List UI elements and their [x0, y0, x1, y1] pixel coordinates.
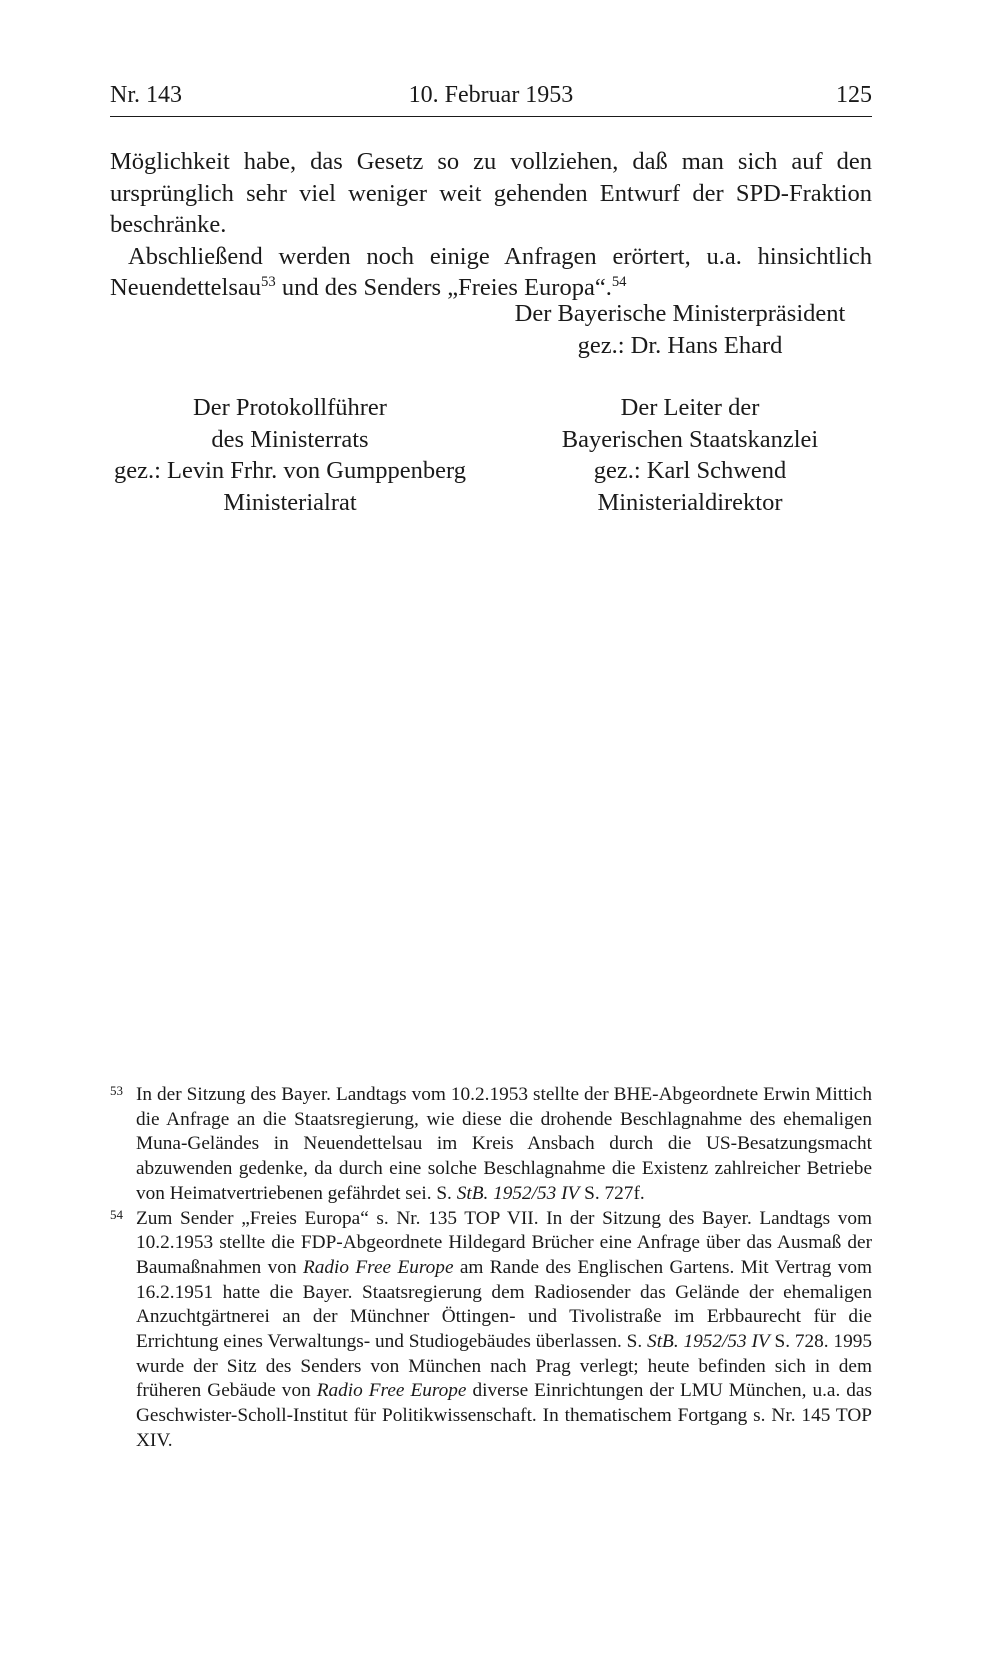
footnote-text: S. 728. 1995 wurde der Sitz des Senders von München nach Prag verlegt; heute befinden sich in dem früheren Gebäude von	[136, 1331, 872, 1402]
signature-line: des Ministerrats	[211, 425, 369, 453]
signature-line: Der Protokollführer	[193, 394, 387, 421]
signature-protocol-leader	[110, 392, 470, 518]
paragraph	[110, 241, 872, 304]
running-header	[110, 82, 872, 117]
signature-minister-president	[510, 298, 850, 361]
footnote-54	[110, 1207, 872, 1454]
signature-line: Bayerischen Staatskanzlei	[561, 425, 819, 453]
signature-line: Der Bayerische Ministerpräsident	[514, 300, 846, 327]
signature-line: Der Leiter der	[620, 394, 760, 421]
footnote-italic: Radio Free Europe	[302, 1256, 454, 1278]
footnote-italic: StB. 1952/53 IV	[456, 1182, 580, 1204]
paragraph-text: und des Senders „Freies Europa“.	[275, 274, 612, 301]
footnote-italic: Radio Free Europe	[316, 1380, 467, 1402]
signature-line: gez.: Karl Schwend	[593, 457, 787, 484]
body-text	[110, 146, 872, 304]
footnote-text: diverse Einrichtungen der LMU München, u.a. das Geschwister-Scholl-Institut für Politikwissenschaft. In thematischem Fortgang s. Nr. 145 TOP XIV.	[136, 1380, 872, 1451]
signature-line: gez.: Levin Frhr. von Gumppenberg	[113, 457, 466, 484]
footnotes	[110, 1083, 872, 1454]
footnote-text: In der Sitzung des Bayer. Landtags vom 10.2.1953 stellte der BHE-Abgeordnete Erwin Mittich die Anfrage an die Staatsregierung, wie diese die drohende Beschlagnahme des ehemaligen Muna-Geländes in Neuendettelsau im Kreis Ansbach durch die US-Besatzungsmacht abzuwenden gedenke, da durch eine solche Beschlagnahme die Existenz zahlreicher Betriebe von Heimatvertriebenen gefährdet sei. S.	[136, 1084, 872, 1204]
paragraph-text: Abschließend werden noch einige Anfragen erörtert, u.a. hinsichtlich Neuendettelsau	[110, 242, 872, 301]
footnote-reference[interactable]: 53	[261, 273, 276, 290]
footnote-reference[interactable]: 54	[611, 273, 627, 290]
footnote-53	[110, 1083, 872, 1207]
signature-chancellery-head	[540, 392, 840, 518]
signature-line: Ministerialdirektor	[597, 488, 783, 516]
page-number: 125	[836, 82, 872, 108]
signature-line: gez.: Dr. Hans Ehard	[577, 331, 783, 359]
footnote-text: Zum Sender „Freies Europa“ s. Nr. 135 TOP VII. In der Sitzung des Bayer. Landtags vom 10.2.1953 stellte die FDP-Abgeordnete Hildegard Brücher eine Anfrage über das Ausmaß der Baumaßnahmen von	[136, 1207, 872, 1278]
footnote-text: am Rande des Englischen Gartens. Mit Vertrag vom 16.2.1951 hatte die Bayer. Staatsregierung dem Radiosender das Gelände der ehemaligen Anzuchtgärtnerei an der Münchner Öttingen- und Tivolistraße im Erbbaurecht für die Errichtung eines Verwaltungs- und Studiogebäudes überlassen. S.	[136, 1256, 872, 1353]
document-number: Nr. 143	[110, 82, 182, 108]
footnote-text: S. 727f.	[579, 1182, 645, 1204]
footnote-mark: 53	[110, 1083, 123, 1098]
footnote-mark: 54	[110, 1206, 123, 1222]
footnote-italic: StB. 1952/53 IV	[647, 1331, 770, 1353]
header-date: 10. Februar 1953	[408, 82, 574, 108]
paragraph: Möglichkeit habe, das Gesetz so zu vollziehen, daß man sich auf den ursprünglich sehr viel weniger weit gehenden Entwurf der SPD-Fraktion beschränke.	[110, 148, 872, 238]
signature-line: Ministerialrat	[223, 488, 357, 516]
